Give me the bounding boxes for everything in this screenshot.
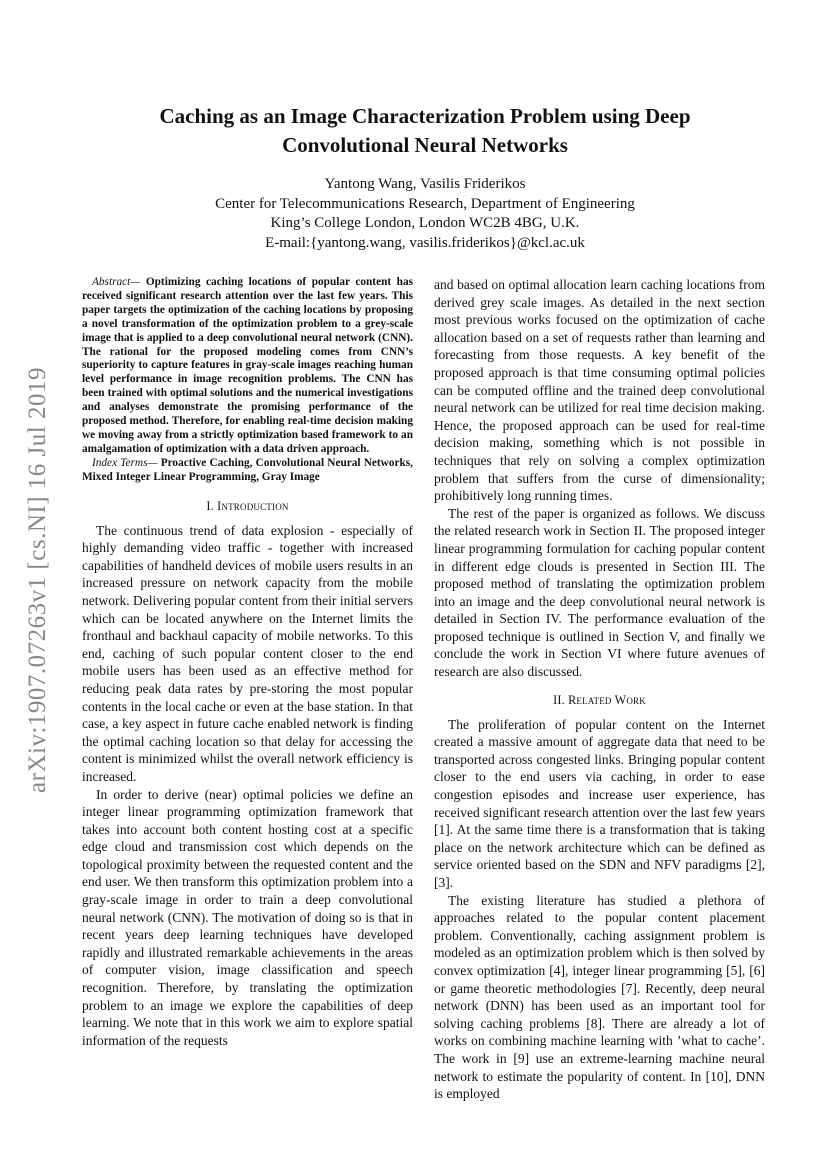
index-terms-text: Proactive Caching, Convolutional Neural Networks, Mixed Integer Linear Programming, Gray Image <box>82 456 413 483</box>
related-work-paragraph-1: The proliferation of popular content on the Internet created a massive amount of aggregate data that need to be transported across congested links. Bringing popular content closer to the end users via caching, in order to ease congestion episodes and increase user experience, has received significant research attention over the last few years [1]. At the same time there is a transformation that is taking place on the network architecture which can be defined as service oriented based on the SDN and NFV paradigms [2], [3]. <box>434 716 765 890</box>
intro-paragraph-3: and based on optimal allocation learn caching locations from derived grey scale images. As detailed in the next section most previous works focused on the optimization of cache allocation based on a set of requests rather than learning and forecasting from those requests. A key benefit of the proposed approach is that time consuming optimal policies can be computed offline and the trained deep convolutional neural network can be utilized for real time decision making. Hence, the proposed approach can be used for real-time decision making, something which is not possible in techniques that rely on solving a complex optimization problem that suffers from the curse of dimensionality; prohibitively long running times. <box>434 277 765 504</box>
abstract-label: Abstract— <box>92 276 141 288</box>
author-address: King’s College London, London WC2B 4BG, U.K. <box>270 215 580 232</box>
author-email: E-mail:{yantong.wang, vasilis.friderikos}@kcl.ac.uk <box>265 234 585 251</box>
section-heading-related-work: II. Related Work <box>553 692 646 707</box>
right-column <box>434 276 765 1103</box>
intro-paragraph-1: The continuous trend of data explosion - especially of highly demanding video traffic - together with increased capabilities of handheld devices of mobile users results in an increased pressure on network capacity from the mobile network. Delivering popular content from their initial servers which can be located anywhere on the Internet limits the fronthaul and backhaul capacity of mobile networks. To this end, caching of such popular content closer to the end mobile users has been used as an effective method for reducing peak data rates by pre-storing the most popular contents in the local cache or even at the base station. In that case, a key aspect in future cache enabled network is finding the optimal caching location so that delay for accessing the content is minimized whilst the overall network efficiency is increased. <box>82 522 413 784</box>
author-names: Yantong Wang, Vasilis Friderikos <box>324 176 526 192</box>
related-work-paragraph-2: The existing literature has studied a plethora of approaches related to the popular content placement problem. Conventionally, caching assignment problem is modeled as an optimization problem which is then solved by convex optimization [4], integer linear programming [5], [6] or game theoretic methodologies [7]. Recently, deep neural network (DNN) has been used as an important tool for solving caching problems [8]. There are already a lot of works on combining machine learning with ’what to cache’. The work in [9] use an extreme-learning machine neural network to estimate the popularity of content. In [10], DNN is employed <box>434 892 765 1102</box>
arxiv-identifier-text: arXiv:1907.07263v1 [cs.NI] 16 Jul 2019 <box>24 367 51 793</box>
abstract-text: Optimizing caching locations of popular content has received significant research attention over the last few years. This paper targets the optimization of the caching locations by proposing a novel transformation of the optimization problem to a grey-scale image that is applied to a deep convolutional neural network (CNN). The rational for the proposed modeling comes from CNN’s superiority to capture features in gray-scale images reaching human level performance in image recognition problems. The CNN has been trained with optimal solutions and the numerical investigations and analyses demonstrate the promising performance of the proposed method. Therefore, for enabling real-time decision making we moving away from a strictly optimization based framework to an amalgamation of optimization with a data driven approach. <box>82 276 413 455</box>
intro-paragraph-2: In order to derive (near) optimal policies we define an integer linear programming optimization framework that takes into account both content hosting cost at a specific edge cloud and transmission cost which depends on the topological proximity between the requested content and the end user. We then transform this optimization problem into a gray-scale image in order to train a deep convolutional neural network (CNN). The motivation of doing so is that in recent years deep learning techniques have developed rapidly and illustrated remarkable achievements in the areas of computer vision, image classification and speech recognition. Therefore, by translating the optimization problem to an image we explore the capabilities of deep learning. We note that in this work we aim to explore spatial information of the requests <box>82 786 413 1048</box>
section-heading-introduction: I. Introduction <box>206 498 289 513</box>
intro-paragraph-4: The rest of the paper is organized as follows. We discuss the related research work in Section II. The proposed integer linear programming formulation for caching popular content in different edge clouds is presented in Section III. The proposed method of translating the optimization problem into an image and the deep convolutional neural network is detailed in Section IV. The performance evaluation of the proposed technique is outlined in Section V, and finally we conclude the work in Section VI where future avenues of research are also discussed. <box>434 505 765 680</box>
abstract <box>82 276 413 457</box>
left-column <box>82 276 413 1049</box>
index-terms-label: Index Terms— <box>92 456 158 469</box>
author-block <box>150 175 700 253</box>
index-terms <box>82 457 413 485</box>
arxiv-identifier-stamp <box>18 350 58 810</box>
paper-title: Caching as an Image Characterization Problem using Deep Convolutional Neural Networks <box>159 104 691 157</box>
author-affiliation: Center for Telecommunications Research, Department of Engineering <box>215 195 635 212</box>
